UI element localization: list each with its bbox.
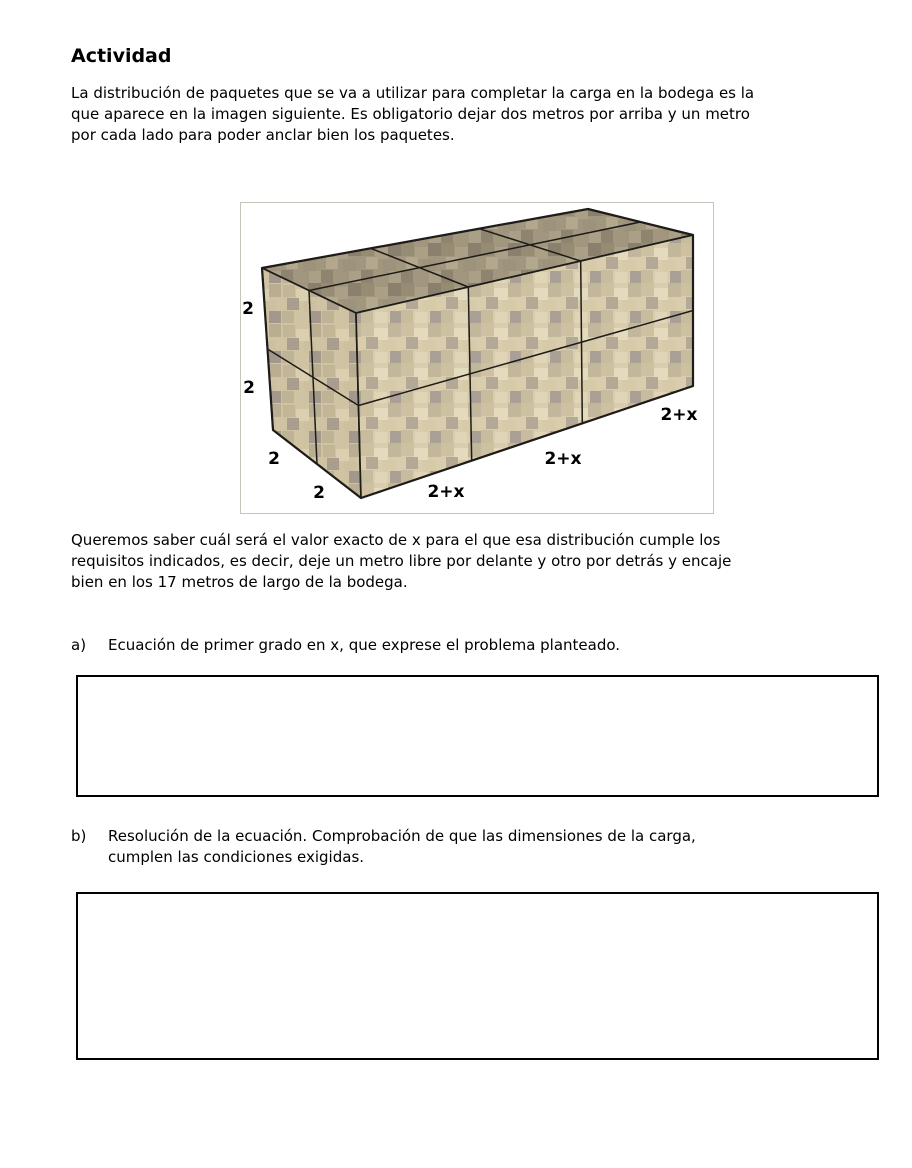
answer-box-b[interactable]	[76, 892, 879, 1060]
item-b-text: Resolución de la ecuación. Comprobación de que las dimensiones de la carga,	[108, 827, 696, 845]
intro-paragraph-line: por cada lado para poder anclar bien los paquetes.	[71, 126, 455, 144]
question-paragraph-line: requisitos indicados, es decir, deje un metro libre por delante y otro por detrás y encaje	[71, 552, 732, 570]
intro-paragraph-line: La distribución de paquetes que se va a utilizar para completar la carga en la bodega es la	[71, 84, 755, 102]
answer-box-a[interactable]	[76, 675, 879, 797]
item-b	[71, 826, 883, 868]
dimension-label-height-bottom: 2	[243, 378, 255, 398]
dimension-label-length-2: 2+x	[544, 449, 582, 469]
dimension-label-length-1: 2+x	[427, 482, 465, 502]
dimension-label-depth-front: 2	[313, 483, 325, 503]
intro-paragraph	[71, 83, 881, 146]
dimension-label-length-3: 2+x	[660, 405, 698, 425]
boxes-3d-illustration	[241, 203, 713, 513]
question-paragraph	[71, 530, 881, 593]
package-distribution-figure	[240, 202, 714, 514]
item-a	[71, 635, 883, 656]
item-b-label: b)	[71, 827, 87, 845]
item-a-text: Ecuación de primer grado en x, que exprese el problema planteado.	[108, 636, 621, 654]
intro-paragraph-line: que aparece en la imagen siguiente. Es obligatorio dejar dos metros por arriba y un metro	[71, 105, 750, 123]
question-paragraph-line: Queremos saber cuál será el valor exacto de x para el que esa distribución cumple los	[71, 531, 721, 549]
question-paragraph-line: bien en los 17 metros de largo de la bodega.	[71, 573, 408, 591]
dimension-label-height-top: 2	[242, 299, 254, 319]
item-b-text: cumplen las condiciones exigidas.	[108, 848, 365, 866]
item-a-label: a)	[71, 636, 87, 654]
page-title: Actividad	[71, 45, 172, 67]
dimension-label-depth-back: 2	[268, 449, 280, 469]
